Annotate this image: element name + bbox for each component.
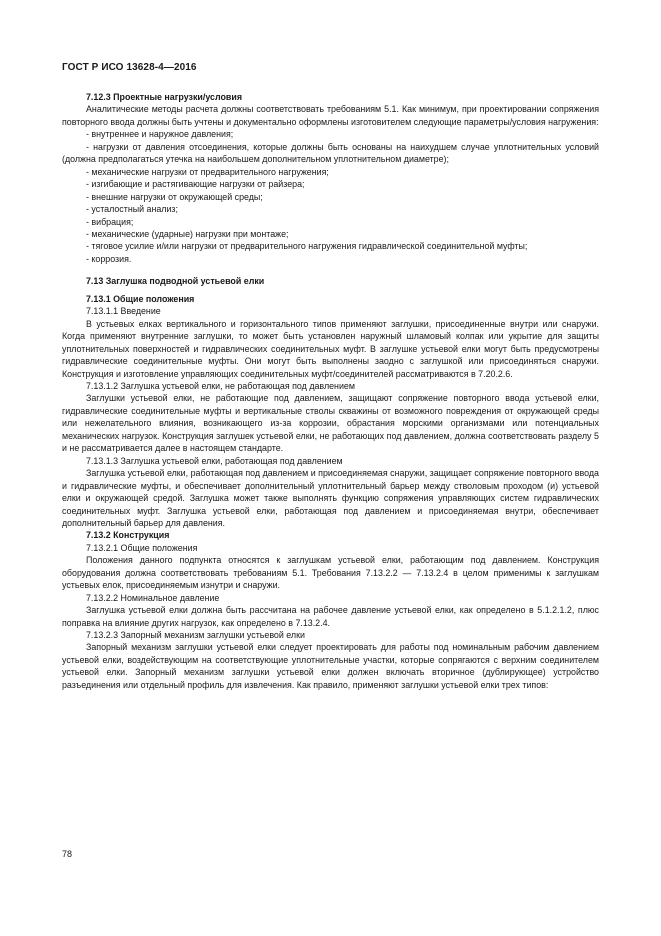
list-item: - нагрузки от давления отсоединения, которые должны быть основаны на наихудшем случае уплотнительных условий (должна предполагаться утечка на наибольшем дополнительном уплотнительном диаметре); [62,141,599,165]
paragraph: Заглушка устьевой елки, работающая под давлением и присоединяемая снаружи, защищает сопряжение повторного ввода и гидравлические муфты, и обеспечивает дополнительный уплотнительный барьер между стволовым проходом (и) устьевой елки и окружающей средой. Заглушка может также выполнять функцию сопряжения управляющих систем гидравлических соединительных муфт. Заглушка устьевой елки, работающая под давлением и присоединяемая внутри, обеспечивает дополнительный барьер для давления. [62,468,599,528]
list-item: - внутреннее и наружное давления; [86,129,234,140]
subsection-heading: 7.13.1.3 Заглушка устьевой елки, работающая под давлением [86,455,343,466]
list-item: - усталостный анализ; [86,204,178,215]
list-item: - изгибающие и растягивающие нагрузки от райзера; [86,179,305,190]
subsection-heading: 7.13.1.1 Введение [86,306,161,317]
paragraph: В устьевых елках вертикального и горизонтального типов применяют заглушки, присоединенные внутри или снаружи. Когда применяют внутренние заглушки, то может быть установлен наружный шламовый колпак или укрытие для защиты уплотнительных поверхностей и гидравлических соединительных муфт. В заглушке устьевой елки могут быть предусмотрены гидравлические соединительные муфты. Они могут быть выполнены заодно с заглушкой или присоединяться снаружи. Конструкция и изготовление управляющих соединительных муфт/соединителей рассматриваются в 7.20.2.6. [62,318,599,379]
subsection-heading: 7.13.2.3 Запорный механизм заглушки устьевой елки [86,630,305,641]
paragraph: Аналитические методы расчета должны соответствовать требованиям 5.1. Как минимум, при проектировании сопряжения повторного ввода должны быть учтены и документально оформлены изготовителем следующие параметры/условия нагружения: [62,104,599,127]
paragraph: Заглушки устьевой елки, не работающие под давлением, защищают сопряжение повторного ввода устьевой елки, гидравлические соединительные муфты и вертикальные стволы скважины от возможного повреждения от окружающей среды или нежелательного влияния, возникающего из-за коррозии, обрастания морскими организмами или потенциальных механических нагрузок. Конструкция заглушек устьевой елки, не работающих под давлением, должна соответствовать разделу 5 и не рассматривается далее в настоящем стандарте. [62,393,599,454]
subsection-heading: 7.13.2.1 Общие положения [86,542,198,553]
section-heading-7-13-1: 7.13.1 Общие положения [86,293,195,304]
subsection-heading: 7.13.2.2 Номинальное давление [86,592,220,603]
list-item: - внешние нагрузки от окружающей среды; [86,191,263,202]
page-number: 78 [62,849,73,859]
paragraph: Положения данного подпункта относятся к заглушкам устьевой елки, работающим под давлением. Конструкция оборудования должна соответствовать требованиям 5.1. Требования 7.13.2.2 — 7.13.2.4 в целом применимы к заглушкам устьевых елок, присоединяемым изнутри и снаружи. [62,555,599,591]
subsection-heading: 7.13.1.2 Заглушка устьевой елки, не работающая под давлением [86,380,355,391]
list-item: - механические нагрузки от предварительного нагружения; [86,166,329,177]
document-header: ГОСТ Р ИСО 13628-4—2016 [62,62,197,73]
list-item: - вибрация; [86,216,134,227]
paragraph: Заглушка устьевой елки должна быть рассчитана на рабочее давление устьевой елки, как определено в 5.1.2.1.2, плюс поправка на влияние других нагрузок, как определено в 7.13.2.4. [62,605,599,628]
list-item: - коррозия. [86,253,132,264]
paragraph: Запорный механизм заглушки устьевой елки следует проектировать для работы под номинальным рабочим давлением устьевой елки, воздействующим на соответствующие уплотнительные участки, которые сопрягаются с верхним соединителем устьевой елки. Запорный механизм заглушки устьевой елки должен включать вторичное (дублирующее) устройство разъединения или отдельный профиль для извлечения. Как правило, применяют заглушки устьевой елки трех типов: [62,642,599,690]
document-body [62,91,599,691]
section-heading-7-13-2: 7.13.2 Конструкция [86,530,170,541]
list-item: - механические (ударные) нагрузки при монтаже; [86,228,289,239]
section-heading-7-13: 7.13 Заглушка подводной устьевой елки [86,276,265,287]
section-heading-7-12-3: 7.12.3 Проектные нагрузки/условия [86,92,243,102]
list-item: - тяговое усилие и/или нагрузки от предварительного нагружения гидравлической соединительной муфты; [86,241,528,252]
